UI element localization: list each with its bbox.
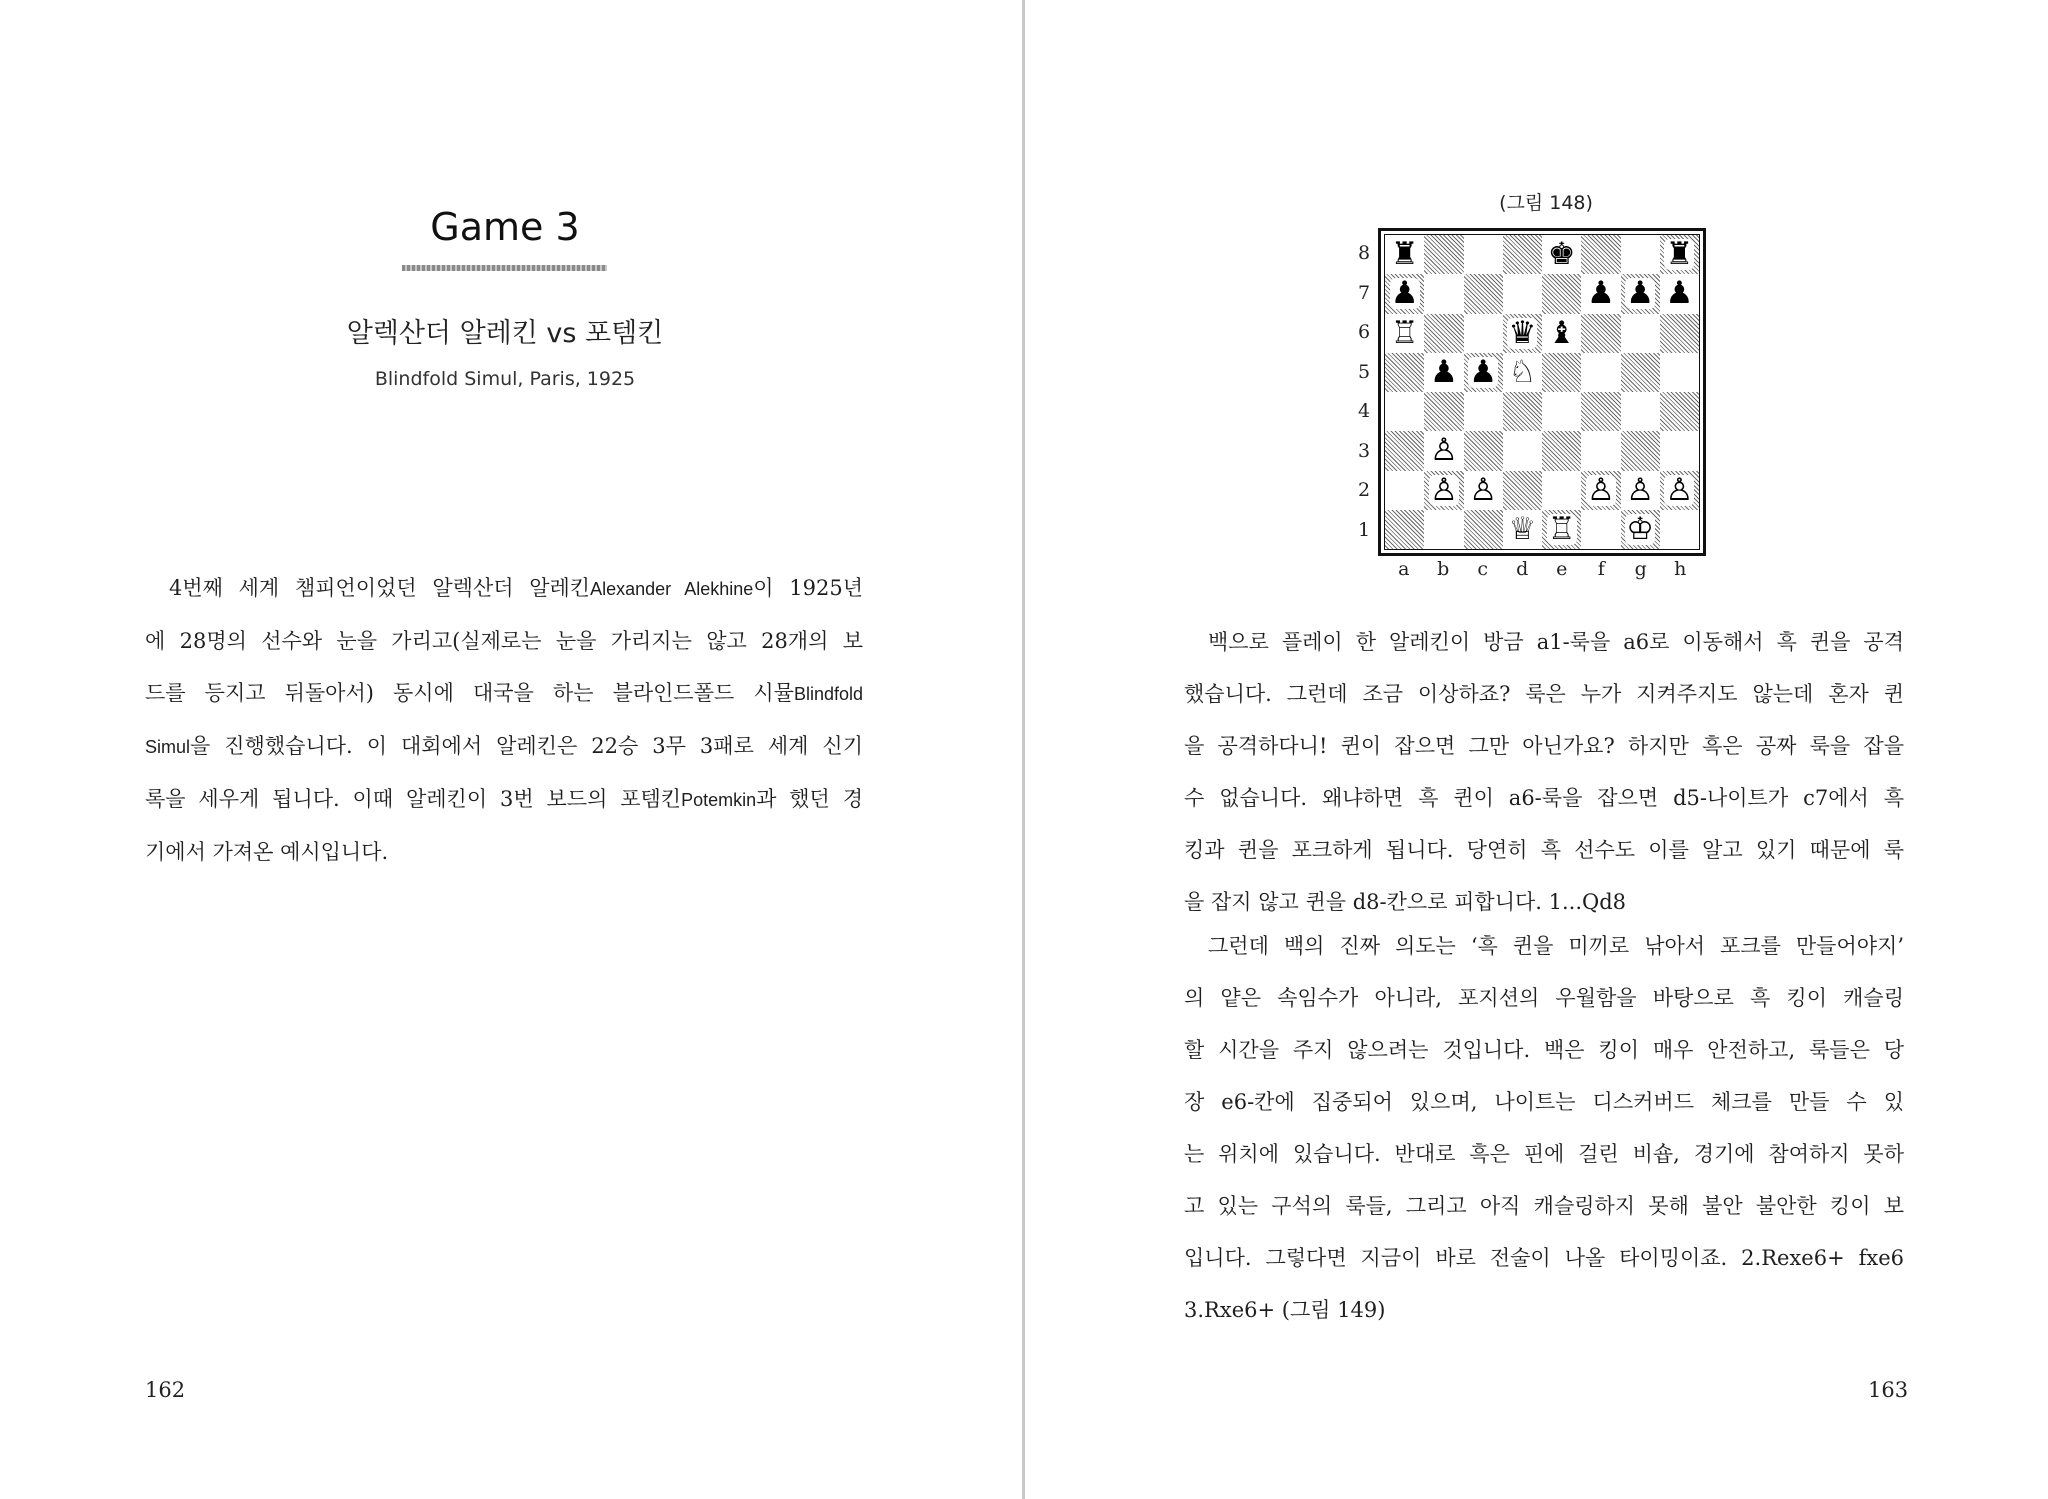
chess-piece-icon: ♙: [1469, 471, 1498, 508]
figure-caption: (그림 148): [1499, 192, 1593, 214]
page-number-left: 162: [145, 1378, 186, 1402]
chess-piece-icon: ♟: [1429, 353, 1458, 390]
board-square-d1: [1503, 510, 1542, 549]
board-square-e6: [1542, 314, 1581, 353]
book-gutter: [1022, 0, 1025, 1499]
board-square-c6: [1464, 314, 1503, 353]
board-square-b3: [1424, 431, 1463, 470]
board-square-g1: [1621, 510, 1660, 549]
file-label: h: [1674, 558, 1687, 580]
board-square-c8: [1464, 235, 1503, 274]
board-square-b7: [1424, 274, 1463, 313]
board-square-e5: [1542, 353, 1581, 392]
board-square-a7: [1385, 274, 1424, 313]
board-square-d5: [1503, 353, 1542, 392]
chess-piece-icon: ♜: [1665, 236, 1694, 273]
board-square-h4: [1660, 392, 1699, 431]
chess-piece-icon: ♖: [1547, 510, 1576, 547]
chess-piece-icon: ♙: [1626, 471, 1655, 508]
board-square-c4: [1464, 392, 1503, 431]
board-square-d6: [1503, 314, 1542, 353]
chess-piece-icon: ♙: [1665, 471, 1694, 508]
board-square-f6: [1581, 314, 1620, 353]
rank-label: 8: [1357, 242, 1371, 264]
board-square-a6: [1385, 314, 1424, 353]
board-square-a5: [1385, 353, 1424, 392]
chess-piece-icon: ♟: [1390, 275, 1419, 312]
board-square-a8: [1385, 235, 1424, 274]
chess-piece-icon: ♙: [1586, 471, 1615, 508]
text-line: 수 없습니다. 왜냐하면 흑 퀸이 a6-룩을 잡으면 d5-나이트가 c7에서 흑: [1184, 786, 1904, 810]
chess-piece-icon: ♚: [1547, 236, 1576, 273]
board-square-d8: [1503, 235, 1542, 274]
rank-label: 6: [1357, 321, 1371, 343]
board-square-e3: [1542, 431, 1581, 470]
text-line: 록을 세우게 됩니다. 이때 알레킨이 3번 보드의 포템킨Potemkin과 했던 경: [145, 787, 863, 811]
game-event: Blindfold Simul, Paris, 1925: [374, 368, 636, 390]
chess-piece-icon: ♖: [1390, 314, 1419, 351]
rank-labels: [1355, 234, 1373, 550]
board-square-h3: [1660, 431, 1699, 470]
board-square-b8: [1424, 235, 1463, 274]
game-subtitle: 알렉산더 알레킨 vs 포템킨: [346, 318, 664, 349]
board-square-d2: [1503, 471, 1542, 510]
board-square-e8: [1542, 235, 1581, 274]
chess-diagram: [1378, 228, 1706, 556]
chess-piece-icon: ♟: [1469, 353, 1498, 390]
board-square-c5: [1464, 353, 1503, 392]
board-square-g3: [1621, 431, 1660, 470]
board-square-a4: [1385, 392, 1424, 431]
text-line: 4번째 세계 챔피언이었던 알렉산더 알레킨Alexander Alekhine이 1925년: [169, 576, 863, 600]
board-square-e2: [1542, 471, 1581, 510]
board-square-f3: [1581, 431, 1620, 470]
analysis-paragraph-1: [1184, 616, 1904, 928]
board-square-f5: [1581, 353, 1620, 392]
board-square-d7: [1503, 274, 1542, 313]
rank-label: 2: [1357, 479, 1371, 501]
board-square-a1: [1385, 510, 1424, 549]
title-underline: [402, 265, 607, 271]
board-square-g7: [1621, 274, 1660, 313]
board-square-a2: [1385, 471, 1424, 510]
file-label: f: [1597, 558, 1605, 580]
text-line: 할 시간을 주지 않으려는 것입니다. 백은 킹이 매우 안전하고, 룩들은 당: [1184, 1038, 1904, 1062]
text-line: 을 공격하다니! 퀸이 잡으면 그만 아닌가요? 하지만 흑은 공짜 룩을 잡을: [1184, 734, 1904, 758]
file-label: g: [1634, 558, 1647, 580]
text-line: 3.Rxe6+ (그림 149): [1184, 1298, 1386, 1322]
board-square-f8: [1581, 235, 1620, 274]
board-square-e1: [1542, 510, 1581, 549]
board-square-h8: [1660, 235, 1699, 274]
rank-label: 5: [1357, 360, 1371, 383]
page-number-right: 163: [1868, 1378, 1909, 1402]
board-square-h6: [1660, 314, 1699, 353]
board-square-d3: [1503, 431, 1542, 470]
chess-piece-icon: ♕: [1508, 510, 1537, 547]
text-line: 고 있는 구석의 룩들, 그리고 아직 캐슬링하지 못해 불안 불안한 킹이 보: [1184, 1194, 1904, 1218]
board-square-h1: [1660, 510, 1699, 549]
board-square-b6: [1424, 314, 1463, 353]
board-square-g2: [1621, 471, 1660, 510]
board-square-g8: [1621, 235, 1660, 274]
chess-piece-icon: ♘: [1508, 353, 1537, 390]
chess-piece-icon: ♟: [1665, 275, 1694, 312]
text-line: 드를 등지고 뒤돌아서) 동시에 대국을 하는 블라인드폴드 시뮬Blindfold: [145, 681, 863, 705]
text-line: 장 e6-칸에 집중되어 있으며, 나이트는 디스커버드 체크를 만들 수 있: [1184, 1090, 1904, 1114]
board-square-d4: [1503, 392, 1542, 431]
chess-piece-icon: ♛: [1508, 314, 1537, 351]
board-square-h2: [1660, 471, 1699, 510]
chess-piece-icon: ♙: [1429, 432, 1458, 469]
chess-piece-icon: ♙: [1429, 471, 1458, 508]
file-labels: [1384, 556, 1700, 582]
text-line: 의 얕은 속임수가 아니라, 포지션의 우월함을 바탕으로 흑 킹이 캐슬링: [1184, 986, 1904, 1010]
board-square-h5: [1660, 353, 1699, 392]
board-square-g5: [1621, 353, 1660, 392]
board-square-b2: [1424, 471, 1463, 510]
chess-piece-icon: ♔: [1626, 510, 1655, 547]
board-square-f1: [1581, 510, 1620, 549]
file-label: b: [1437, 558, 1450, 580]
chess-piece-icon: ♜: [1390, 236, 1419, 273]
rank-label: 1: [1357, 518, 1371, 541]
text-line: Simul을 진행했습니다. 이 대회에서 알레킨은 22승 3무 3패로 세계 신기: [145, 734, 863, 758]
chess-piece-icon: ♟: [1586, 275, 1615, 312]
board-square-h7: [1660, 274, 1699, 313]
board-square-f2: [1581, 471, 1620, 510]
board-square-g4: [1621, 392, 1660, 431]
board-square-b1: [1424, 510, 1463, 549]
text-line: 백으로 플레이 한 알레킨이 방금 a1-룩을 a6로 이동해서 흑 퀸을 공격: [1208, 630, 1904, 654]
board-square-g6: [1621, 314, 1660, 353]
file-label: a: [1398, 558, 1410, 580]
board-square-c2: [1464, 471, 1503, 510]
text-line: 에 28명의 선수와 눈을 가리고(실제로는 눈을 가리지는 않고 28개의 보: [145, 629, 863, 653]
chess-piece-icon: ♟: [1626, 275, 1655, 312]
file-label: d: [1516, 558, 1529, 580]
chess-board: [1384, 234, 1700, 550]
game-title: Game 3: [430, 205, 580, 249]
rank-label: 7: [1357, 281, 1371, 304]
text-line: 을 잡지 않고 퀸을 d8-칸으로 피합니다. 1...Qd8: [1184, 890, 1627, 914]
intro-paragraph: [145, 562, 863, 878]
file-label: c: [1477, 558, 1489, 580]
board-square-c7: [1464, 274, 1503, 313]
rank-label: 4: [1357, 400, 1371, 422]
chess-piece-icon: ♝: [1547, 314, 1576, 351]
text-line: 기에서 가져온 예시입니다.: [145, 840, 389, 864]
rank-label: 3: [1357, 439, 1371, 462]
text-line: 했습니다. 그런데 조금 이상하죠? 룩은 누가 지켜주지도 않는데 혼자 퀸: [1184, 682, 1904, 706]
board-square-c1: [1464, 510, 1503, 549]
analysis-paragraph-2: [1184, 920, 1904, 1336]
board-square-b4: [1424, 392, 1463, 431]
board-square-a3: [1385, 431, 1424, 470]
board-square-e4: [1542, 392, 1581, 431]
board-square-e7: [1542, 274, 1581, 313]
board-square-f4: [1581, 392, 1620, 431]
text-line: 그런데 백의 진짜 의도는 ‘흑 퀸을 미끼로 낚아서 포크를 만들어야지’: [1208, 934, 1904, 958]
board-square-f7: [1581, 274, 1620, 313]
file-label: e: [1556, 558, 1568, 580]
left-page: [0, 0, 1022, 1499]
board-square-c3: [1464, 431, 1503, 470]
text-line: 킹과 퀸을 포크하게 됩니다. 당연히 흑 선수도 이를 알고 있기 때문에 룩: [1184, 838, 1904, 862]
text-line: 입니다. 그렇다면 지금이 바로 전술이 나올 타이밍이죠. 2.Rexe6+ fxe6: [1184, 1246, 1904, 1270]
board-square-b5: [1424, 353, 1463, 392]
text-line: 는 위치에 있습니다. 반대로 흑은 핀에 걸린 비숍, 경기에 참여하지 못하: [1184, 1142, 1904, 1166]
